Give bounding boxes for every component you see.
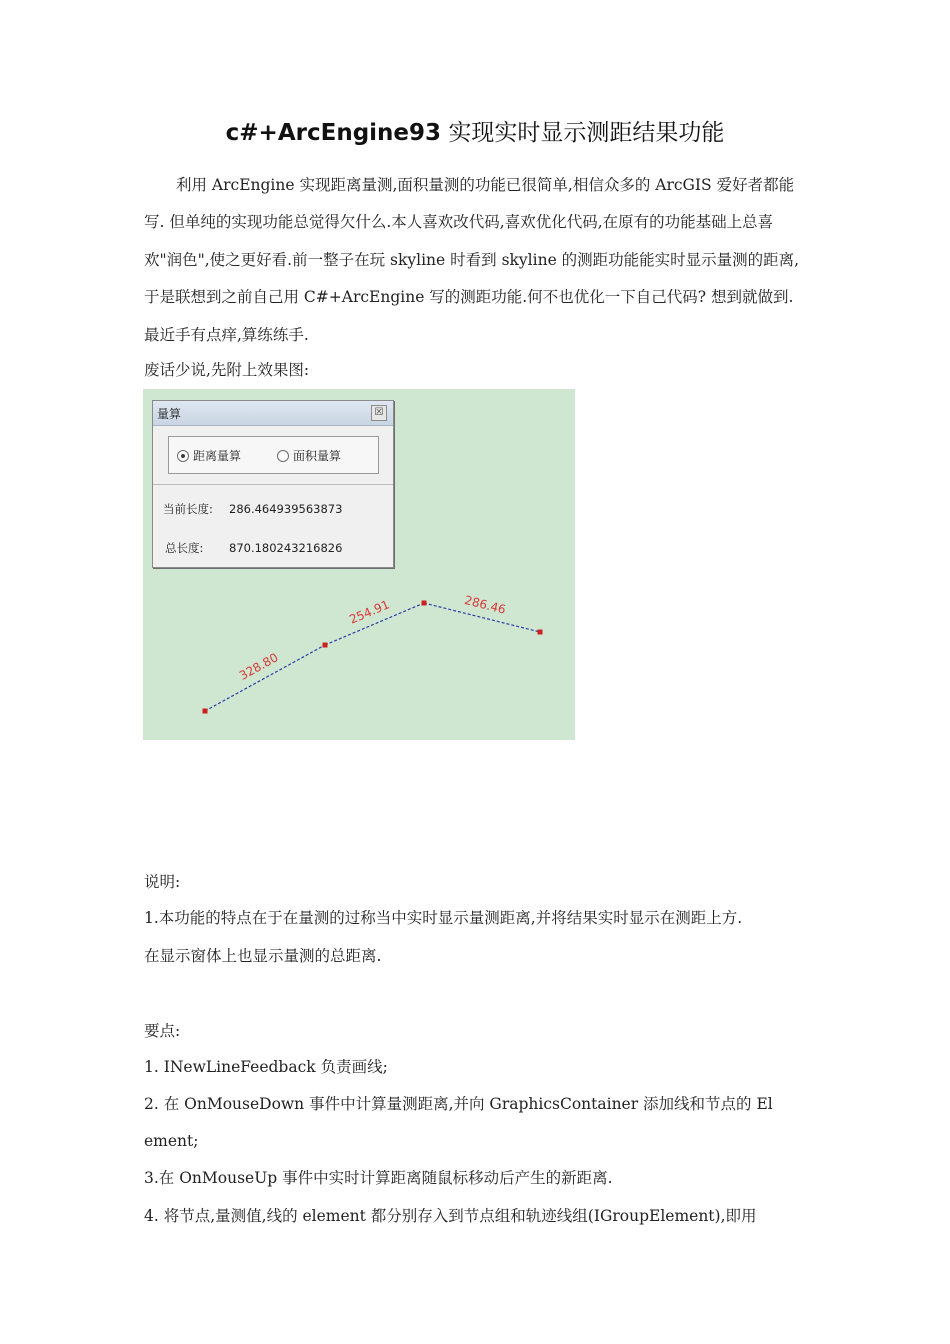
key-item-3: 3.在 OnMouseUp 事件中实时计算距离随鼠标移动后产生的新距离. [144,1169,613,1187]
total-length-label: 总长度: [165,541,204,555]
segment-length-label: 328.80 [236,650,281,683]
key-heading: 要点: [144,1022,181,1040]
current-length-label: 当前长度: [163,502,213,516]
radio-area-label: 面积量算 [293,449,342,463]
dialog-title: 量算 [157,407,182,421]
segment-length-label: 286.46 [463,593,508,617]
explain-heading: 说明: [144,873,181,891]
current-length-value: 286.464939563873 [229,502,343,516]
measure-vertex [422,601,427,606]
measure-dialog [152,400,394,568]
key-item-2b: ement; [144,1132,199,1150]
radio-unchecked-icon [277,450,289,462]
measure-labels [237,593,507,683]
intro-paragraph [144,167,808,354]
total-length-value: 870.180243216826 [229,541,343,555]
key-item-2a: 2. 在 OnMouseDown 事件中计算量测距离,并向 GraphicsContainer 添加线和节点的 El [144,1095,773,1113]
dialog-titlebar [153,401,393,426]
explain-item-1: 1.本功能的特点在于在量测的过称当中实时显示量测距离,并将结果实时显示在测距上方. [144,909,743,927]
radio-distance-label: 距离量算 [193,449,242,463]
close-icon[interactable]: ☒ [371,405,387,421]
measure-segments [205,603,540,711]
current-length-row [163,501,342,517]
measure-mode-group [168,436,379,474]
measure-vertex [538,630,543,635]
key-item-4: 4. 将节点,量测值,线的 element 都分别存入到节点组和轨迹线组(IGroupElement),即用 [144,1207,757,1225]
radio-distance[interactable] [177,447,241,464]
title-en: c#+ArcEngine93 [225,120,442,146]
screenshot-figure [143,389,575,740]
divider [153,484,393,485]
document-title [0,114,950,147]
title-cn: 实现实时显示测距结果功能 [448,120,725,146]
segment-length-label: 254.91 [347,597,392,627]
radio-area[interactable] [277,447,341,464]
explain-item-2: 在显示窗体上也显示量测的总距离. [144,947,382,965]
radio-checked-icon [177,450,189,462]
effect-label: 废话少说,先附上效果图: [144,361,310,379]
total-length-row [165,540,342,556]
measure-vertex [323,643,328,648]
key-item-1: 1. INewLineFeedback 负责画线; [144,1058,388,1076]
measure-vertex [203,709,208,714]
intro-text: 利用 ArcEngine 实现距离量测,面积量测的功能已很简单,相信众多的 ArcGIS 爱好者都能写. 但单纯的实现功能总觉得欠什么.本人喜欢改代码,喜欢优化代码,在原有的功能基础上总喜欢"润色",使之更好看.前一整子在玩 skyline 时看到 skyline 的测距功能能实时显示量测的距离,于是联想到之前自己用 C#+ArcEngine 写的测距功能.何不也优化一下自己代码? 想到就做到.最近手有点痒,算练练手. [144,176,800,344]
